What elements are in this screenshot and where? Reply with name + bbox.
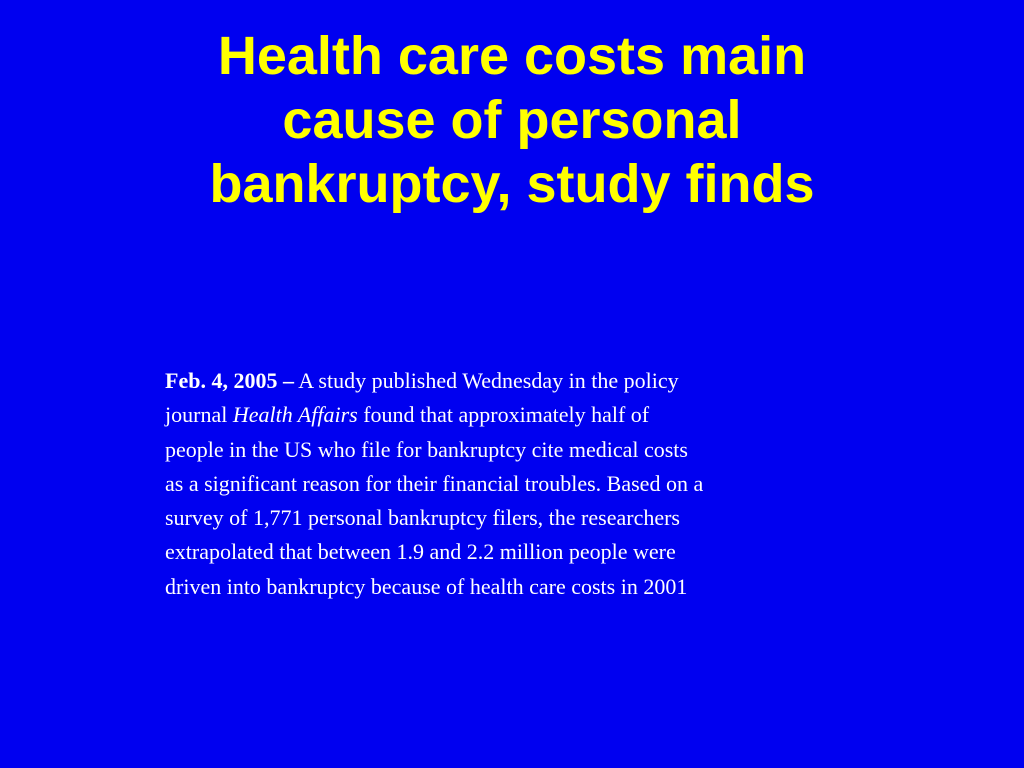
paragraph-line-2 bbox=[165, 398, 885, 432]
title-line-3: bankruptcy, study finds bbox=[209, 154, 815, 214]
slide-title bbox=[112, 24, 912, 216]
paragraph-line-3: people in the US who file for bankruptcy cite medical costs bbox=[165, 436, 688, 462]
line-2-post: found that approximately half of bbox=[357, 402, 650, 428]
journal-name: Health Affairs bbox=[232, 402, 358, 428]
line-1-text: A study published Wednesday in the policy bbox=[293, 368, 679, 393]
paragraph-line-6: extrapolated that between 1.9 and 2.2 million people were bbox=[165, 539, 676, 565]
line-2-pre: journal bbox=[165, 402, 233, 428]
title-line-1: Health care costs main bbox=[217, 26, 807, 86]
title-line-2: cause of personal bbox=[282, 90, 742, 150]
paragraph-line-5: survey of 1,771 personal bankruptcy filers, the researchers bbox=[165, 505, 680, 531]
paragraph-line-7: driven into bankruptcy because of health care costs in 2001 bbox=[165, 573, 688, 599]
paragraph-line-1 bbox=[165, 364, 885, 398]
article-paragraph bbox=[165, 364, 885, 604]
paragraph-line-4: as a significant reason for their financial troubles. Based on a bbox=[165, 470, 704, 496]
article-date: Feb. 4, 2005 – bbox=[165, 368, 294, 393]
